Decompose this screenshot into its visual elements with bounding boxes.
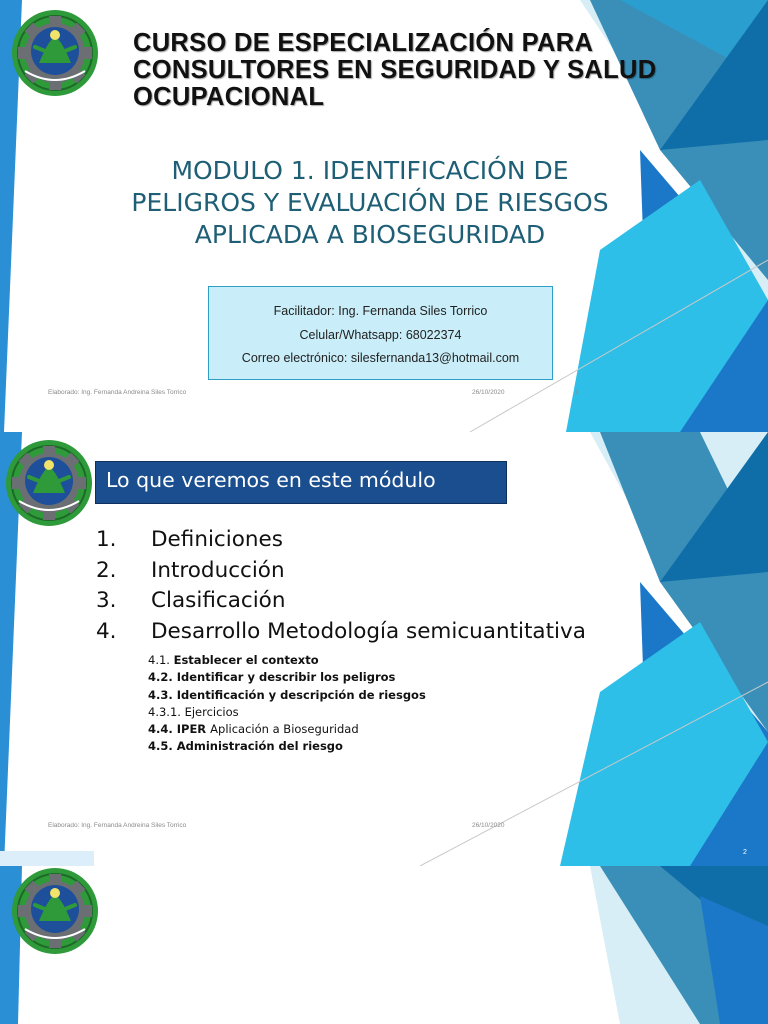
footer-author: Elaborado: Ing. Fernanda Andreina Siles Torrico — [48, 389, 187, 396]
subitem-text: 4.4. IPER — [148, 722, 211, 737]
slide-2 — [0, 432, 768, 866]
subitem-text: 4.2. Identificar y describir los peligros — [148, 670, 396, 685]
facilitator-phone: Celular/Whatsapp: 68022374 — [299, 328, 462, 342]
slide-number: 1 — [575, 389, 579, 396]
subitem — [148, 722, 426, 739]
section-banner — [95, 461, 507, 504]
section-banner-title: Lo que veremos en este módulo — [106, 468, 436, 492]
module-title: MODULO 1. IDENTIFICACIÓN DE PELIGROS Y EVALUACIÓN DE RIESGOS APLICADA A BIOSEGURIDAD — [131, 156, 609, 249]
subitem-text: Establecer el contexto — [173, 653, 319, 667]
facilitator-info-box — [208, 286, 553, 380]
agenda-item-number: 3. — [96, 588, 117, 613]
agenda-item-text: Desarrollo Metodología semicuantitativa — [151, 618, 586, 644]
agenda-item-text: Introducción — [151, 557, 285, 583]
agenda-item-number: 4. — [96, 618, 117, 644]
subitem-text: 4.5. Administración del riesgo — [148, 739, 343, 754]
footer-author: Elaborado: Ing. Fernanda Andreina Siles Torrico — [48, 822, 187, 829]
subitem — [148, 705, 426, 722]
subitem-text: 4.3. Identificación y descripción de riesgos — [148, 687, 426, 702]
agenda-item-number: 2. — [96, 557, 117, 583]
pachabol-logo — [4, 438, 94, 528]
agenda-item-number: 1. — [96, 527, 117, 552]
subitem — [148, 739, 426, 756]
subitem — [148, 670, 426, 687]
subitem-list — [148, 653, 426, 757]
slide-number: 2 — [743, 849, 747, 856]
slide-3-decoration — [0, 866, 768, 1024]
subitem-text: 4.3.1. Ejercicios — [148, 704, 239, 719]
slide-separator-strip — [0, 851, 94, 866]
subitem-text-extra: Aplicación a Bioseguridad — [210, 722, 359, 737]
pachabol-logo — [10, 8, 100, 98]
subitem-number: 4.1. — [148, 653, 174, 667]
subitem — [148, 653, 426, 670]
subitem — [148, 688, 426, 705]
agenda-item-text: Clasificación — [151, 588, 286, 613]
agenda-item-text: Definiciones — [151, 527, 283, 552]
slide-3 — [0, 866, 768, 1024]
slide-1 — [0, 0, 768, 432]
facilitator-email: Correo electrónico: silesfernanda13@hotmail.com — [241, 351, 520, 365]
pachabol-logo — [10, 866, 100, 956]
footer-date: 26/10/2020 — [472, 822, 505, 829]
footer-date: 26/10/2020 — [472, 389, 505, 396]
facilitator-name: Facilitador: Ing. Fernanda Siles Torrico — [273, 304, 488, 318]
course-title: CURSO DE ESPECIALIZACIÓN PARA CONSULTORES EN SEGURIDAD Y SALUD OCUPACIONAL — [133, 29, 657, 111]
